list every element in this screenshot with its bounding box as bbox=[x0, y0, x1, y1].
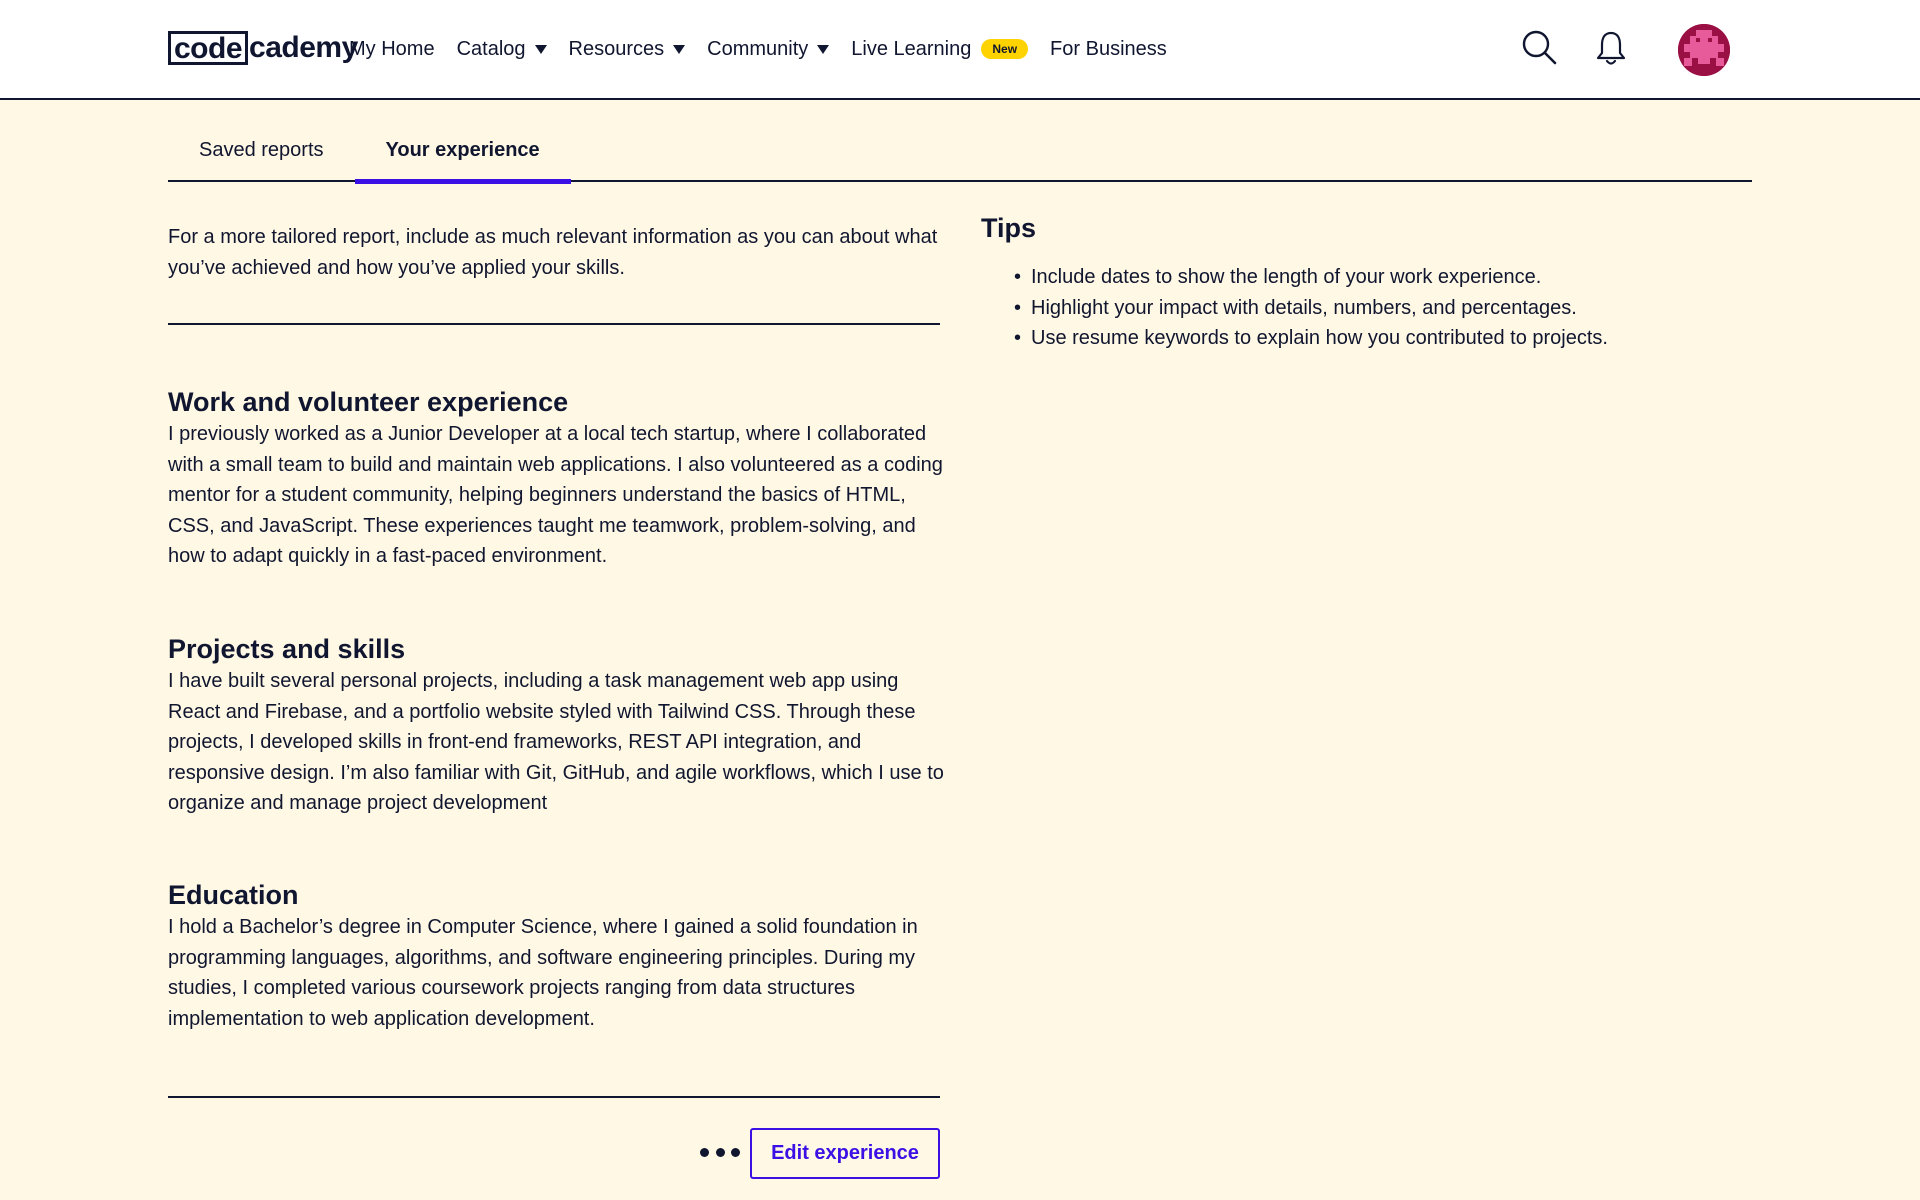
tips-title: Tips bbox=[981, 213, 1037, 243]
section-body: I have built several personal projects, including a task management web app using React and Firebase, and a portfolio website styled with Tailwind CSS. Through these projects, I developed skills in front-end frameworks, REST API integration, and responsive design. I’m also familiar with Git, GitHub, and agile workflows, which I use to organize and manage project development bbox=[168, 670, 944, 814]
tip-item: • Use resume keywords to explain how you contributed to projects. bbox=[981, 323, 1741, 354]
nav-community-label: Community bbox=[707, 37, 809, 60]
nav-my-home-label: My Home bbox=[349, 37, 435, 60]
main-nav bbox=[349, 32, 1189, 66]
nav-resources-label: Resources bbox=[568, 37, 665, 60]
more-horizontal-icon[interactable] bbox=[700, 1140, 740, 1164]
tab-your-experience[interactable]: Your experience bbox=[355, 124, 571, 182]
nav-my-home[interactable] bbox=[349, 38, 435, 61]
logo-box-text: code bbox=[168, 31, 248, 65]
nav-for-business-label: For Business bbox=[1050, 37, 1167, 60]
work-experience-section bbox=[168, 385, 948, 572]
section-body: I previously worked as a Junior Developer at a local tech startup, where I collaborated with a small team to build and maintain web applications. I also volunteered as a coding mentor for a student community, helping beginners understand the basics of HTML, CSS, and JavaScript. These experiences taught me teamwork, problem-solving, and how to adapt quickly in a fast-paced environment. bbox=[168, 423, 943, 567]
education-section bbox=[168, 878, 948, 1034]
chevron-down-icon bbox=[673, 45, 685, 54]
bell-icon[interactable] bbox=[1591, 28, 1631, 68]
section-title: Work and volunteer experience bbox=[168, 387, 569, 417]
report-tabs bbox=[168, 124, 1752, 182]
section-title: Projects and skills bbox=[168, 634, 406, 664]
tips-list bbox=[981, 262, 1741, 354]
logo-rest-text: cademy bbox=[249, 31, 358, 64]
tips-panel bbox=[981, 210, 1741, 354]
nav-resources[interactable] bbox=[569, 38, 686, 61]
nav-catalog[interactable] bbox=[457, 38, 547, 61]
intro-text: For a more tailored report, include as much relevant information as you can about what you’ve achieved and how you’ve applied your skills. bbox=[168, 226, 938, 279]
divider bbox=[168, 323, 940, 325]
chevron-down-icon bbox=[817, 45, 829, 54]
nav-for-business[interactable] bbox=[1050, 38, 1167, 61]
search-icon[interactable] bbox=[1520, 28, 1560, 68]
dot bbox=[716, 1148, 725, 1157]
chevron-down-icon bbox=[535, 45, 547, 54]
tab-saved-reports[interactable]: Saved reports bbox=[199, 139, 324, 161]
codecademy-logo[interactable] bbox=[168, 30, 358, 66]
new-badge: New bbox=[981, 39, 1028, 59]
avatar[interactable] bbox=[1678, 24, 1730, 76]
dot bbox=[700, 1148, 709, 1157]
nav-live-learning[interactable] bbox=[851, 38, 1028, 61]
tip-item: • Include dates to show the length of your work experience. bbox=[981, 262, 1741, 293]
pixel-avatar-icon bbox=[1678, 24, 1730, 76]
nav-community[interactable] bbox=[707, 38, 829, 61]
tip-item: • Highlight your impact with details, numbers, and percentages. bbox=[981, 293, 1741, 324]
dot bbox=[731, 1148, 740, 1157]
section-title: Education bbox=[168, 880, 299, 910]
top-navigation-bar bbox=[0, 0, 1920, 100]
nav-live-learning-label: Live Learning bbox=[851, 37, 972, 60]
projects-skills-section bbox=[168, 632, 948, 819]
section-body: I hold a Bachelor’s degree in Computer Science, where I gained a solid foundation in programming languages, algorithms, and software engineering principles. During my studies, I completed various coursework projects ranging from data structures implementation to web application development. bbox=[168, 916, 918, 1030]
divider bbox=[168, 1096, 940, 1098]
edit-experience-button[interactable]: Edit experience bbox=[750, 1128, 940, 1179]
nav-catalog-label: Catalog bbox=[456, 37, 526, 60]
